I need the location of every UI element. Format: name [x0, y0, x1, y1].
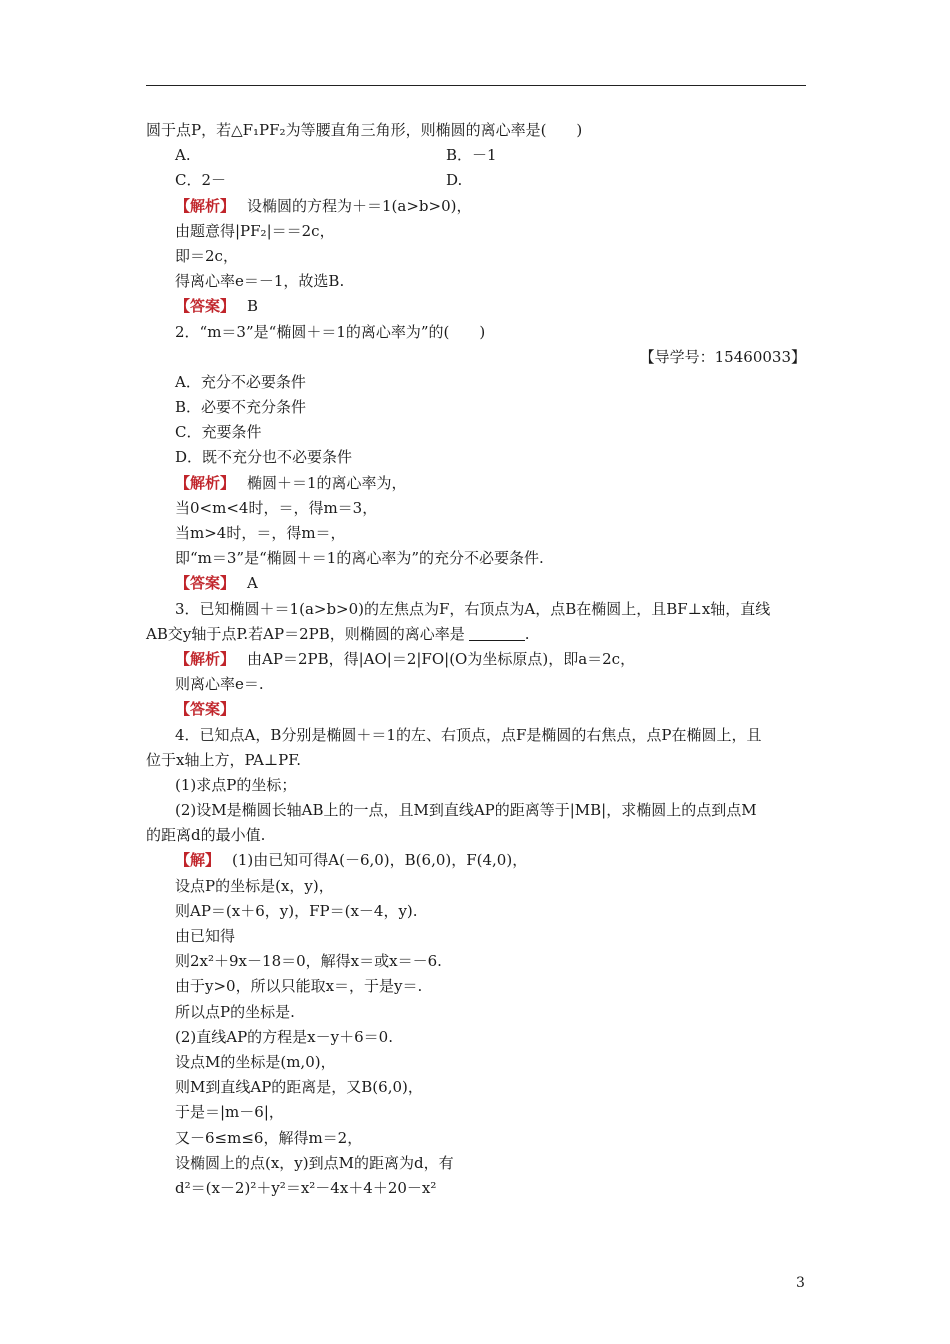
- answer-blank: [469, 626, 525, 641]
- q1-option-d: D.: [446, 171, 463, 190]
- page-number: 3: [796, 1275, 805, 1291]
- q2-option-b: B．必要不充分条件: [175, 398, 307, 417]
- analysis-text: 椭圆＋＝1的离心率为，: [247, 473, 407, 492]
- q1-answer: [146, 294, 806, 319]
- solution-line: 又－6≤m≤6，解得m＝2，: [175, 1128, 363, 1147]
- analysis-text: 由AP＝2PB，得|AO|＝2|FO|(O为坐标原点)，即a＝2c，: [247, 649, 636, 668]
- q1-analysis: [146, 194, 806, 219]
- answer-value: A: [247, 574, 258, 593]
- solution-line: 由于y>0，所以只能取x＝，于是y＝.: [175, 977, 423, 996]
- solution-line: 所以点P的坐标是.: [175, 1002, 295, 1021]
- q3-stem-end: .: [524, 624, 530, 643]
- q4-part-2-cont: 的距离d的最小值.: [146, 826, 266, 845]
- solution-line: 则AP＝(x＋6，y)，FP＝(x－4，y).: [175, 901, 418, 920]
- q3-stem: 3．已知椭圆＋＝1(a>b>0)的左焦点为F，右顶点为A，点B在椭圆上，且BF⊥x轴，直线: [175, 599, 771, 618]
- answer-tag: 【答案】: [175, 574, 236, 593]
- solution-text: (1)由已知可得A(－6,0)，B(6,0)，F(4,0)，: [232, 851, 528, 870]
- q2-option-d: D．既不充分也不必要条件: [175, 448, 353, 467]
- q2-analysis: [146, 471, 806, 496]
- q3-stem-cont: [146, 622, 806, 647]
- header-rule: [146, 85, 806, 86]
- q3-analysis-line: 则离心率e＝.: [175, 675, 264, 694]
- q2-analysis-line: 当0<m<4时，＝，得m＝3，: [175, 498, 378, 517]
- q1-option-b: B．－1: [446, 146, 497, 165]
- document-body: [146, 118, 806, 1201]
- analysis-tag: 【解析】: [175, 649, 236, 668]
- analysis-tag: 【解析】: [175, 196, 236, 215]
- q1-analysis-line: 即＝2c，: [175, 246, 238, 265]
- analysis-tag: 【解析】: [175, 473, 236, 492]
- q1-options-row-1: [146, 143, 806, 168]
- solution-line: 则2x²＋9x－18＝0，解得x＝或x＝－6.: [175, 952, 442, 971]
- q1-analysis-line: 由题意得|PF₂|＝＝2c，: [175, 221, 335, 240]
- solution-line: 设椭圆上的点(x，y)到点M的距离为d，有: [175, 1153, 454, 1172]
- q3-analysis: [146, 647, 806, 672]
- solution-line: (2)直线AP的方程是x－y＋6＝0.: [175, 1027, 393, 1046]
- q1-option-a: A.: [175, 146, 191, 165]
- q2-option-c: C．充要条件: [175, 423, 262, 442]
- q2-analysis-line: 当m>4时，＝，得m＝，: [175, 524, 346, 542]
- solution-line: d²＝(x－2)²＋y²＝x²－4x＋4＋20－x²: [175, 1178, 437, 1197]
- q1-options-row-2: [146, 168, 806, 193]
- q3-stem-text: AB交y轴于点P.若AP＝2PB，则椭圆的离心率是: [146, 624, 465, 643]
- q4-part-2: (2)设M是椭圆长轴AB上的一点，且M到直线AP的距离等于|MB|，求椭圆上的点到点M: [175, 801, 757, 820]
- q1-analysis-line: 得离心率e＝－1，故选B.: [175, 272, 345, 291]
- q4-stem-cont: 位于x轴上方，PA⊥PF.: [146, 750, 302, 769]
- q2-option-a: A．充分不必要条件: [175, 372, 306, 391]
- q4-stem: 4．已知点A，B分别是椭圆＋＝1的左、右顶点，点F是椭圆的右焦点，点P在椭圆上，且: [175, 725, 762, 744]
- q2-answer: [146, 571, 806, 596]
- answer-value: B: [247, 297, 259, 316]
- answer-tag: 【答案】: [175, 297, 236, 316]
- q1-option-c: C．2－: [175, 171, 227, 190]
- q2-analysis-line: 即“m＝3”是“椭圆＋＝1的离心率为”的充分不必要条件.: [175, 549, 544, 568]
- solution-tag: 【解】: [175, 851, 221, 870]
- q2-guide-number: 【导学号：15460033】: [639, 347, 806, 366]
- solution-line: 则M到直线AP的距离是，又B(6,0)，: [175, 1078, 423, 1097]
- solution-line: 于是＝|m－6|，: [175, 1103, 284, 1122]
- q4-solution: [146, 848, 806, 873]
- analysis-text: 设椭圆的方程为＋＝1(a>b>0)，: [247, 196, 472, 215]
- solution-line: 由已知得: [175, 927, 236, 945]
- q1-stem: 圆于点P，若△F₁PF₂为等腰直角三角形，则椭圆的离心率是( ): [146, 121, 583, 139]
- q4-part-1: (1)求点P的坐标；: [175, 775, 297, 794]
- q2-stem: 2．“m＝3”是“椭圆＋＝1的离心率为”的( ): [175, 322, 486, 341]
- answer-tag: 【答案】: [175, 700, 236, 719]
- solution-line: 设点M的坐标是(m,0)，: [175, 1052, 336, 1071]
- q3-answer: [146, 697, 806, 722]
- solution-line: 设点P的坐标是(x，y)，: [175, 876, 334, 895]
